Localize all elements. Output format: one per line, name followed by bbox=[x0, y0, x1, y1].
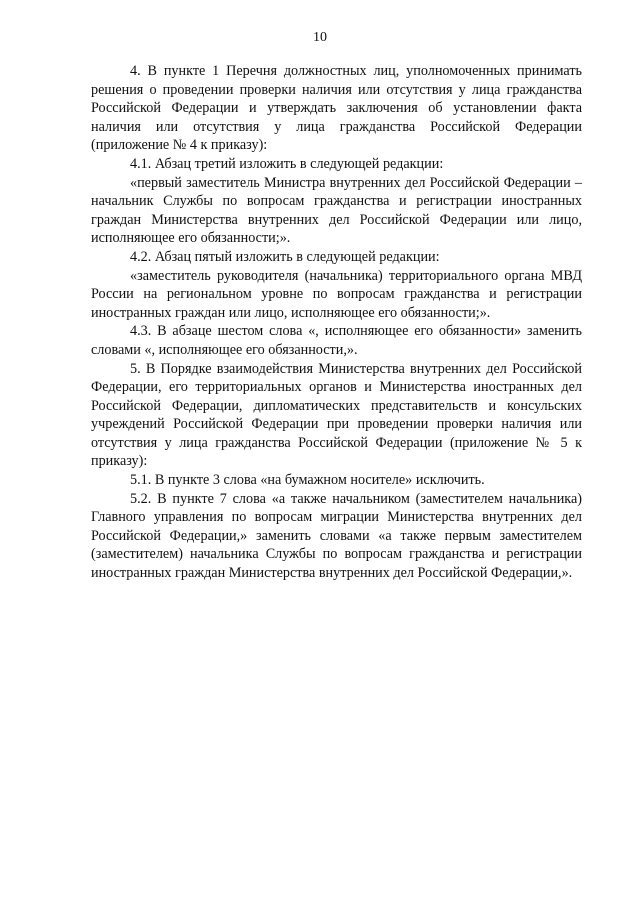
document-body bbox=[91, 62, 582, 583]
paragraph-subitem-5-1: 5.1. В пункте 3 слова «на бумажном носителе» исключить. bbox=[130, 472, 485, 489]
paragraph-subitem-5-2: 5.2. В пункте 7 слова «а также начальником (заместителем начальника) Главного управления по вопросам миграции Министерства внутренних дел Российской Федерации,» заменить словами «а также первым заместителем (заместителем) начальника Службы по вопросам гражданства и регистрации иностранных граждан Министерства внутренних дел Российской Федерации,». bbox=[91, 490, 582, 582]
paragraph-subitem-4-2: 4.2. Абзац пятый изложить в следующей редакции: bbox=[130, 248, 440, 265]
paragraph-quote-4-1: «первый заместитель Министра внутренних дел Российской Федерации – начальник Службы по вопросам гражданства и регистрации иностранных граждан Министерства внутренних дел Российской Федерации или лицо, исполняющее его обязанности;». bbox=[91, 174, 582, 247]
paragraph-item-4: 4. В пункте 1 Перечня должностных лиц, уполномоченных принимать решения о проведении проверки наличия или отсутствия у лица гражданства Российской Федерации и утверждать заключения об установлении факта наличия или отсутствия у лица гражданства Российской Федерации (приложение № 4 к приказу): bbox=[91, 63, 582, 154]
page-number: 10 bbox=[313, 30, 327, 45]
paragraph-item-5: 5. В Порядке взаимодействия Министерства внутренних дел Российской Федерации, его территориальных органов и Министерства иностранных дел Российской Федерации, дипломатических представительств и консульских учреждений Российской Федерации при проведении проверки наличия или отсутствия у лица гражданства Российской Федерации (приложение № 5 к приказу): bbox=[91, 360, 582, 470]
paragraph-subitem-4-3: 4.3. В абзаце шестом слова «, исполняющее его обязанности» заменить словами «, исполняющее его обязанности,». bbox=[91, 323, 582, 358]
paragraph-subitem-4-1: 4.1. Абзац третий изложить в следующей редакции: bbox=[130, 155, 444, 172]
paragraph-quote-4-2: «заместитель руководителя (начальника) территориального органа МВД России на региональном уровне по вопросам гражданства и регистрации иностранных граждан или лицо, исполняющее его обязанности;». bbox=[91, 267, 582, 321]
